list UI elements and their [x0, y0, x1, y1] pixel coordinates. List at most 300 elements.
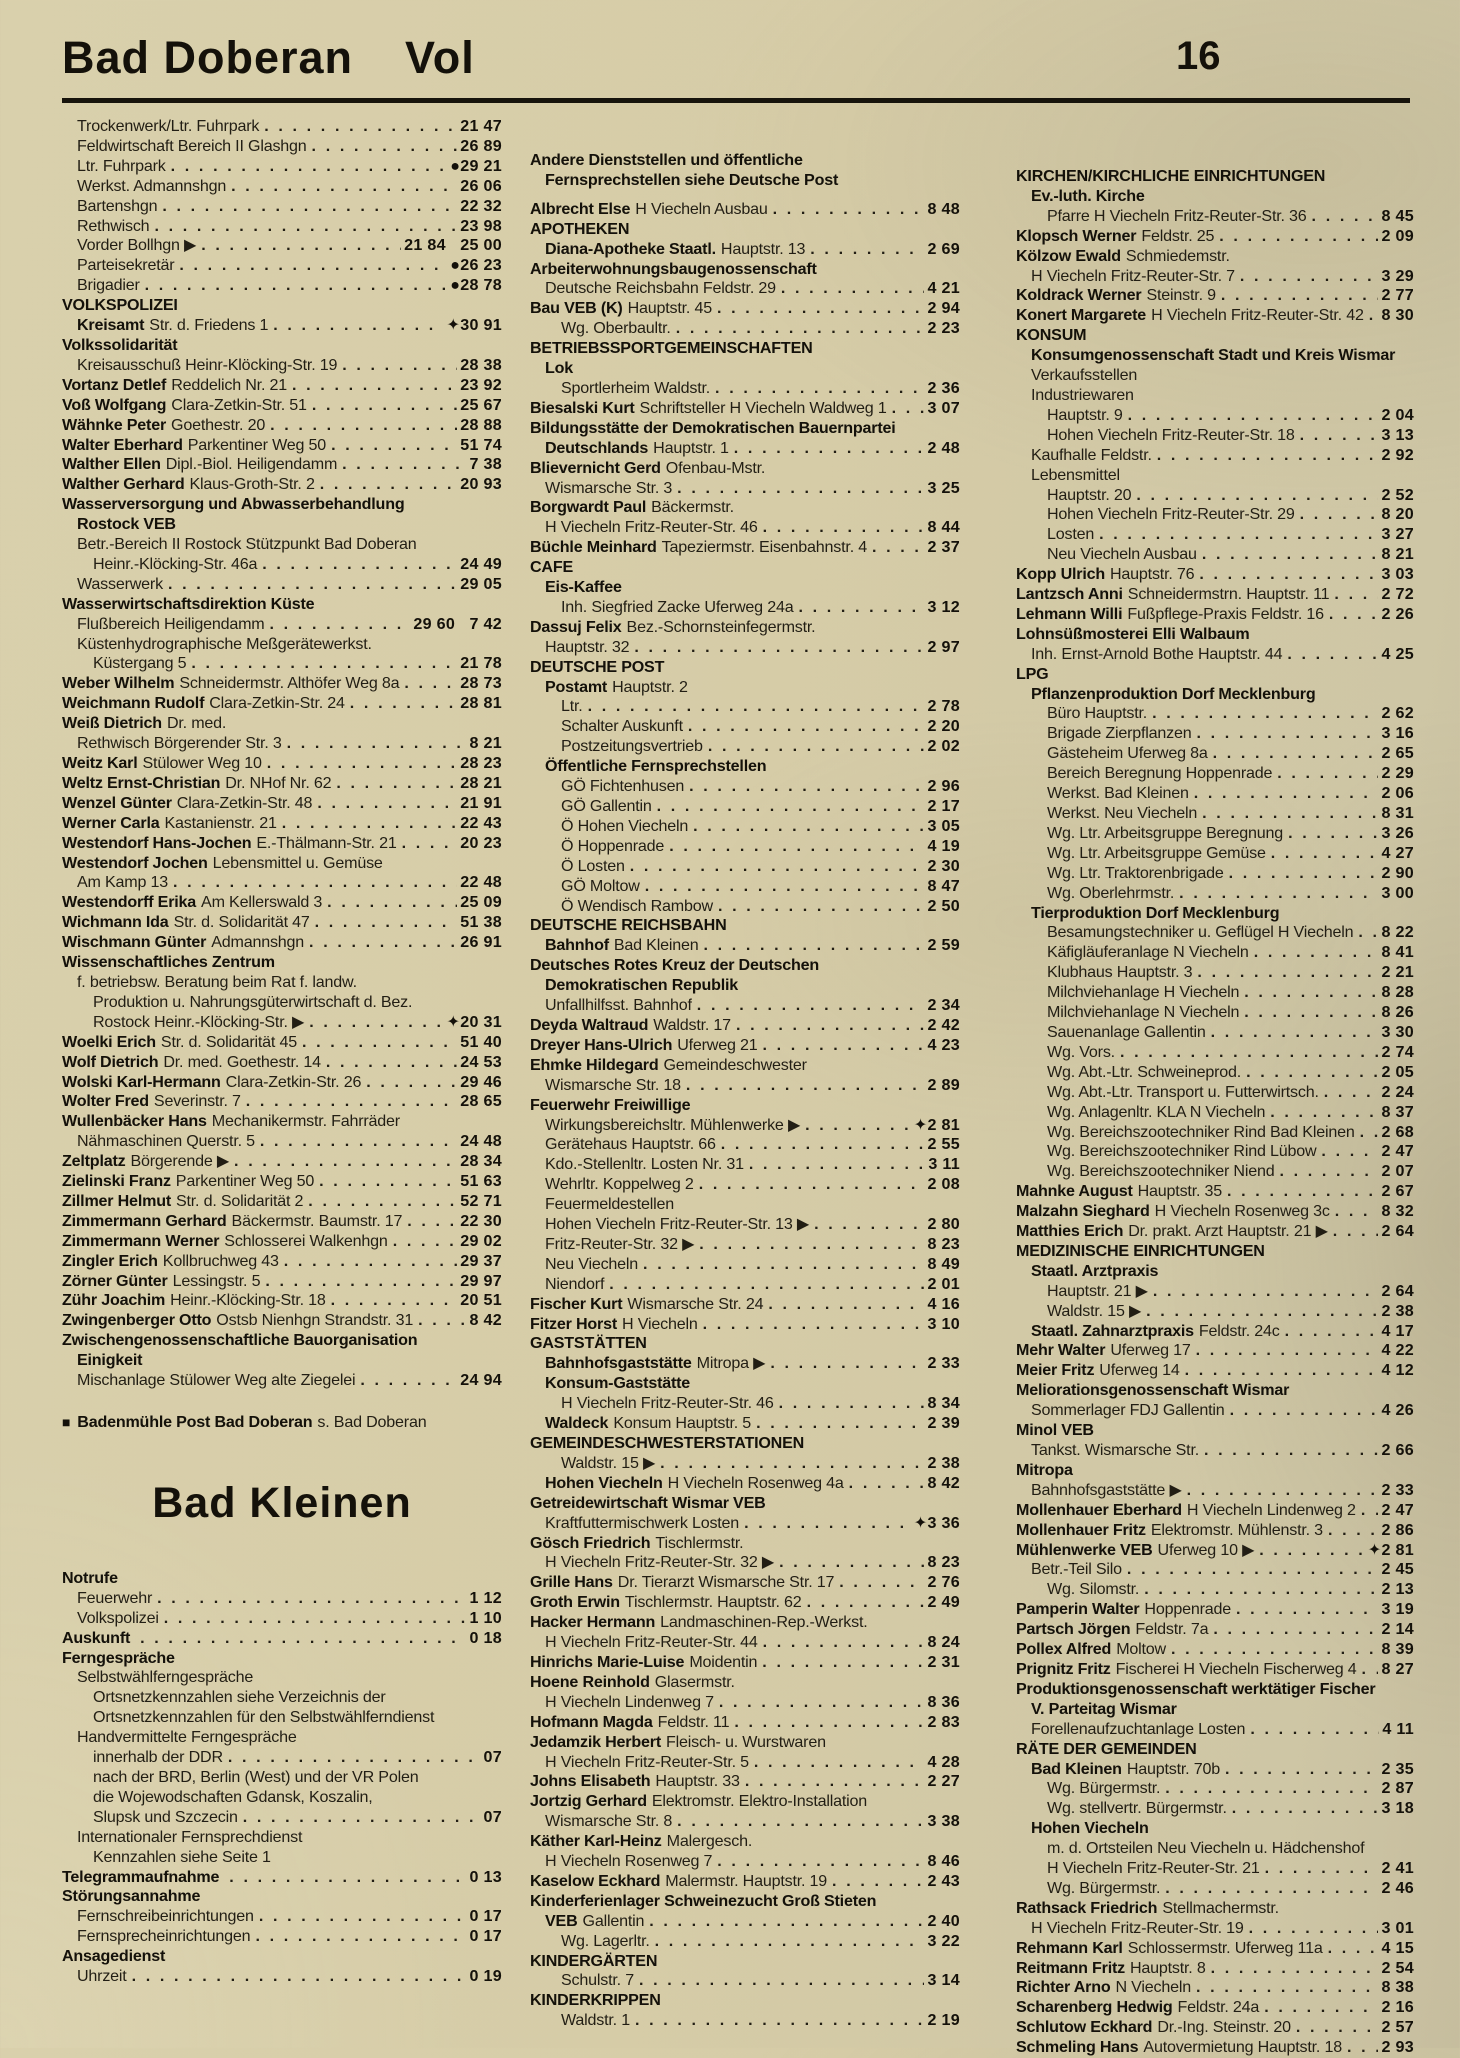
directory-entry: [1016, 227, 1414, 247]
entry-detail: H Viecheln Rosenweg 7: [545, 1852, 713, 1871]
dot-leader: [1171, 1640, 1379, 1660]
phone-number: 3 27: [1381, 525, 1414, 544]
directory-entry: [1016, 505, 1414, 525]
dot-leader: [677, 1812, 924, 1832]
directory-entry: [62, 1252, 502, 1272]
directory-entry: [530, 1374, 960, 1394]
dot-leader: [839, 1573, 924, 1593]
directory-entry: [1016, 685, 1414, 705]
dot-leader: [1244, 983, 1378, 1003]
phone-number: 2 05: [1381, 1062, 1414, 1081]
entry-detail: Hauptstr. 45: [627, 299, 712, 318]
entry-name: Albrecht Else: [530, 199, 631, 218]
directory-entry: [1016, 665, 1414, 685]
entry-name: Wolter Fred: [62, 1092, 149, 1111]
entry-name: Gösch Friedrich: [530, 1533, 651, 1552]
entry-detail: Wg. Bereichszootechniker Rind Lübow: [1047, 1142, 1317, 1161]
dot-leader: [609, 1275, 924, 1295]
entry-name: Biesalski Kurt: [530, 398, 635, 417]
entry-detail: Dr. prakt. Arzt Hauptstr. 21 ▶: [1128, 1222, 1328, 1241]
phone-number: 29 05: [460, 574, 502, 593]
phone-number: 3 14: [927, 1971, 960, 1990]
phone-number: 2 65: [1381, 744, 1414, 763]
entry-name: Zimmermann Werner: [62, 1231, 220, 1250]
section-title: Bad Kleinen: [152, 1478, 412, 1527]
entry-name: Westendorff Erika: [62, 893, 197, 912]
entry-name: Getreidewirtschaft Wismar VEB: [530, 1493, 766, 1512]
dot-leader: [228, 1748, 481, 1768]
dot-leader: [243, 1808, 481, 1828]
directory-entry: [530, 558, 960, 578]
dot-leader: [1219, 227, 1378, 247]
directory-entry: [62, 1927, 502, 1947]
phone-number: 2 21: [1381, 963, 1414, 982]
directory-entry: [1016, 1839, 1414, 1859]
directory-entry: [62, 1649, 502, 1669]
directory-entry: [530, 1474, 960, 1494]
phone-number: 0 19: [469, 1967, 502, 1986]
phone-number: 26 91: [460, 933, 502, 952]
phone-number: 8 45: [1381, 206, 1414, 225]
directory-entry: [1016, 1222, 1414, 1242]
entry-detail: H Viecheln Lindenweg 2: [1186, 1500, 1356, 1519]
dot-leader: [1360, 1123, 1379, 1143]
phone-number: 24 53: [460, 1052, 502, 1071]
entry-detail: Feldstr. 24c: [1198, 1321, 1280, 1340]
entry-detail: Bartenshgn: [77, 196, 158, 215]
directory-entry: [530, 1753, 960, 1773]
entry-detail: Bereich Beregnung Hoppenrade: [1047, 764, 1273, 783]
entry-detail: Ö Hohen Viecheln: [561, 816, 689, 835]
phone-number: 28 88: [460, 415, 502, 434]
dot-leader: [779, 1394, 925, 1414]
entry-detail: Unfallhilfsst. Bahnhof: [545, 996, 692, 1015]
entry-detail: Clara-Zetkin-Str. 26: [225, 1072, 362, 1091]
directory-entry: [1016, 824, 1414, 844]
phone-number: 2 55: [927, 1135, 960, 1154]
dot-leader: [814, 1215, 924, 1235]
entry-detail: Admannshgn: [211, 933, 305, 952]
entry-detail: Gästeheim Uferweg 8a: [1047, 744, 1208, 763]
directory-entry: [62, 1947, 502, 1967]
dot-leader: [270, 416, 457, 436]
entry-detail: Büro Hauptstr.: [1047, 704, 1148, 723]
entry-detail: Ö Hoppenrade: [561, 836, 665, 855]
dot-leader: [807, 1593, 925, 1613]
dot-leader: [1221, 286, 1379, 306]
entry-name: Kreisamt: [77, 316, 145, 335]
entry-detail: Uhrzeit: [77, 1967, 127, 1986]
phone-number: 24 49: [460, 554, 502, 573]
directory-entry: [530, 419, 960, 439]
directory-entry: [1016, 1998, 1414, 2018]
directory-entry: [1016, 1063, 1414, 1083]
directory-entry: [1016, 525, 1414, 545]
phone-number: 2 40: [927, 1911, 960, 1930]
directory-entry: [530, 578, 960, 598]
entry-name: Matthies Erich: [1016, 1222, 1124, 1241]
phone-number: 2 38: [1381, 1301, 1414, 1320]
page-title-volume: Vol: [405, 32, 475, 83]
phone-number: 52 71: [460, 1191, 502, 1210]
entry-name: Bad Kleinen: [1031, 1759, 1122, 1778]
dot-leader: [1211, 1023, 1379, 1043]
entry-detail: Hauptstr. 70b: [1126, 1759, 1220, 1778]
entry-name: Walther Gerhard: [62, 475, 185, 494]
dot-leader: [179, 256, 447, 276]
entry-name: APOTHEKEN: [530, 219, 630, 238]
dot-leader: [872, 538, 924, 558]
entry-name: Volkssolidarität: [62, 335, 178, 354]
directory-entry: [62, 1351, 502, 1371]
phone-number: 2 92: [1381, 445, 1414, 464]
entry-detail: Klubhaus Hauptstr. 3: [1047, 963, 1193, 982]
entry-detail: H Viecheln Rosenweg 3c: [1154, 1202, 1330, 1221]
entry-detail: Schmiedemstr.: [1125, 246, 1230, 265]
entry-detail: Fritz-Reuter-Str. 32 ▶: [545, 1234, 695, 1253]
entry-detail: Rethwisch Börgerender Str. 3: [77, 734, 282, 753]
directory-entry: [530, 1792, 960, 1812]
directory-entry: [62, 694, 502, 714]
entry-name: KONSUM: [1016, 326, 1087, 345]
dot-leader: [1187, 1481, 1379, 1501]
phone-number: 22 48: [460, 873, 502, 892]
phone-number: 8 41: [1381, 943, 1414, 962]
directory-entry: [62, 515, 502, 535]
entry-detail: Wismarsche Str. 3: [545, 478, 673, 497]
entry-name: Jortzig Gerhard: [530, 1792, 647, 1811]
dot-leader: [810, 240, 924, 260]
phone-number: 2 34: [927, 996, 960, 1015]
directory-entry: [1016, 366, 1414, 386]
entry-detail: Betr.-Bereich II Rostock Stützpunkt Bad Doberan: [77, 535, 417, 554]
entry-detail: Küstergang 5: [93, 654, 187, 673]
directory-entry: [1016, 864, 1414, 884]
entry-name: Hoene Reinhold: [530, 1672, 650, 1691]
entry-detail: GÖ Moltow: [561, 876, 640, 895]
directory-entry: [1016, 1341, 1414, 1361]
directory-entry: [62, 1768, 502, 1788]
dot-leader: [350, 694, 457, 714]
dot-leader: [1285, 1322, 1379, 1342]
directory-entry: [1016, 1023, 1414, 1043]
directory-entry: [62, 455, 502, 475]
entry-detail: innerhalb der DDR: [93, 1748, 223, 1767]
directory-entry: [62, 794, 502, 814]
phone-number: 2 39: [927, 1414, 960, 1433]
directory-entry: [530, 777, 960, 797]
dot-leader: [1277, 764, 1378, 784]
entry-name: Grille Hans: [530, 1573, 613, 1592]
entry-name: Waldeck: [545, 1414, 609, 1433]
phone-number: 4 11: [1382, 1719, 1414, 1738]
directory-entry: [62, 416, 502, 436]
directory-entry: [1016, 1978, 1414, 1998]
directory-entry: [1016, 1560, 1414, 1580]
dot-leader: [1157, 446, 1379, 466]
phone-number: 2 46: [1381, 1878, 1414, 1897]
directory-entry: [62, 1868, 502, 1888]
entry-name: Wolf Dietrich: [62, 1052, 159, 1071]
dot-leader: [336, 774, 457, 794]
directory-entry: [1016, 1282, 1414, 1302]
dot-leader: [734, 439, 925, 459]
phone-number: 2 64: [1381, 1281, 1414, 1300]
entry-detail: Brigade Zierpflanzen: [1047, 724, 1192, 743]
phone-number: 2 72: [1381, 585, 1414, 604]
directory-entry: [62, 475, 502, 495]
directory-entry: [62, 1748, 502, 1768]
directory-entry: [530, 151, 960, 171]
dot-leader: [736, 1016, 925, 1036]
phone-number: 28 81: [460, 694, 502, 713]
entry-detail: Parkentiner Weg 50: [175, 1172, 315, 1191]
entry-detail: Wg. Ltr. Arbeitsgruppe Gemüse: [1047, 843, 1266, 862]
entry-detail: Trockenwerk/Ltr. Fuhrpark: [77, 117, 260, 135]
entry-detail: Schulstr. 7: [561, 1971, 634, 1990]
entry-detail: Pfarre H Viecheln Fritz-Reuter-Str. 36: [1047, 206, 1307, 225]
phone-number: 2 94: [927, 299, 960, 318]
entry-name: Rehmann Karl: [1016, 1938, 1123, 1957]
phone-number: 8 49: [927, 1254, 960, 1273]
dot-leader: [342, 455, 466, 475]
dot-leader: [404, 674, 457, 694]
directory-entry: [530, 1255, 960, 1275]
phone-number: 2 96: [927, 777, 960, 796]
entry-detail: Schneidermstrn. Hauptstr. 11: [1127, 585, 1330, 604]
directory-entry: [62, 953, 502, 973]
directory-entry: [1016, 346, 1414, 366]
phone-number: 2 97: [927, 637, 960, 656]
entry-name: KIRCHEN/KIRCHLICHE EINRICHTUNGEN: [1016, 167, 1326, 185]
dot-leader: [1144, 1580, 1378, 1600]
phone-number: 26 06: [460, 176, 502, 195]
entry-detail: Dr.-Ing. Steinstr. 20: [1157, 2018, 1291, 2037]
entry-detail: Hauptstr. 35: [1137, 1182, 1223, 1201]
dot-leader: [762, 1653, 924, 1673]
phone-number: 3 07: [927, 398, 960, 417]
directory-entry: [62, 1728, 502, 1748]
dot-leader: [763, 1633, 925, 1653]
directory-entry: [62, 1828, 502, 1848]
dot-leader: [140, 1629, 466, 1649]
entry-detail: Neu Viecheln: [545, 1254, 639, 1273]
dot-leader: [270, 615, 411, 635]
entry-detail: Hauptstr. 9: [1047, 405, 1123, 424]
directory-entry: [1016, 286, 1414, 306]
directory-entry: [530, 1872, 960, 1892]
entry-detail: Wg. Abt.-Ltr. Schweineprod.: [1047, 1062, 1242, 1081]
phone-number: 8 46: [927, 1852, 960, 1871]
entry-detail: Wg. Oberbaultr.: [561, 319, 671, 338]
entry-name: Arbeiterwohnungsbaugenossenschaft: [530, 259, 817, 278]
entry-detail: Ostsb Nienhgn Strandstr. 31: [216, 1311, 414, 1330]
entry-name: Hofmann Magda: [530, 1712, 653, 1731]
dot-leader: [1213, 744, 1379, 764]
phone-number: 8 31: [1381, 804, 1414, 822]
entry-name: MEDIZINISCHE EINRICHTUNGEN: [1016, 1241, 1265, 1260]
phone-number: 3 18: [1381, 1799, 1414, 1818]
directory-entry: [530, 538, 960, 558]
phone-number: 3 05: [927, 816, 960, 835]
dot-leader: [164, 1609, 467, 1629]
directory-entry: [530, 1315, 960, 1335]
phone-number: 51 38: [460, 913, 502, 932]
entry-detail: Postzeitungsvertrieb: [561, 737, 703, 756]
entry-name: Klopsch Werner: [1016, 226, 1137, 245]
entry-detail: Ortsnetzkennzahlen siehe Verzeichnis der: [93, 1688, 386, 1707]
entry-name: Zörner Günter: [62, 1271, 168, 1290]
entry-name: Büchle Meinhard: [530, 538, 657, 557]
directory-entry: [62, 1331, 502, 1351]
directory-entry: [530, 1235, 960, 1255]
phone-number: 3 13: [1381, 425, 1414, 444]
entry-detail: Losten: [1047, 525, 1095, 544]
entry-name: Walter Eberhard: [62, 435, 183, 454]
dot-leader: [317, 794, 457, 814]
phone-number: 3 11: [928, 1155, 960, 1174]
phone-number: 2 17: [927, 797, 960, 815]
dot-leader: [1361, 1501, 1379, 1521]
entry-detail: Hoppenrade: [1144, 1600, 1231, 1619]
entry-name: Lohnsüßmosterei Elli Walbaum: [1016, 624, 1250, 643]
dot-leader: [302, 1033, 457, 1053]
entry-name: Weber Wilhelm: [62, 674, 175, 693]
entry-detail: Lessingstr. 5: [172, 1271, 261, 1290]
spacer: [62, 1535, 502, 1569]
directory-entry: [62, 336, 502, 356]
entry-detail: Landmaschinen-Rep.-Werkst.: [660, 1613, 868, 1632]
phone-number: 28 34: [460, 1152, 502, 1171]
entry-name: Demokratischen Republik: [545, 976, 739, 995]
directory-entry: [1016, 645, 1414, 665]
directory-entry: [1016, 2018, 1414, 2038]
dot-leader: [779, 1553, 924, 1573]
entry-detail: Brigadier: [77, 276, 140, 295]
phone-number: 07: [483, 1748, 502, 1767]
entry-name: LPG: [1016, 664, 1049, 683]
phone-number: 2 54: [1381, 1958, 1414, 1977]
directory-entry: [530, 479, 960, 499]
entry-name: Zillmer Helmut: [62, 1191, 171, 1210]
entry-name: Zielinski Franz: [62, 1172, 171, 1191]
entry-detail: Schneidermstr. Althöfer Weg 8a: [179, 674, 400, 693]
entry-name: Malzahn Sieghard: [1016, 1202, 1150, 1221]
entry-detail: Tankst. Wismarsche Str.: [1031, 1441, 1199, 1459]
entry-name: KINDERGÄRTEN: [530, 1951, 658, 1970]
phone-number: 2 43: [927, 1871, 960, 1890]
entry-name: Pamperin Walter: [1016, 1600, 1140, 1619]
dot-leader: [756, 1414, 924, 1434]
entry-name: Koldrack Werner: [1016, 286, 1142, 305]
entry-name: Dreyer Hans-Ulrich: [530, 1035, 673, 1054]
directory-entry: [62, 913, 502, 933]
phone-number: 2 35: [1381, 1759, 1414, 1778]
dot-leader: [320, 475, 458, 495]
entry-detail: Moltow: [1116, 1640, 1166, 1659]
phone-number: 1 10: [469, 1608, 502, 1627]
entry-detail: Käfigläuferanlage N Viecheln: [1047, 943, 1249, 962]
entry-detail: Ltr. Fuhrpark: [77, 156, 166, 175]
entry-detail: Schlosserei Walkenhgn: [224, 1231, 388, 1250]
dot-leader: [234, 1152, 457, 1172]
directory-entry: [1016, 1481, 1414, 1501]
directory-entry: [1016, 326, 1414, 346]
entry-detail: Ö Losten: [561, 856, 625, 875]
directory-entry: [1016, 744, 1414, 764]
entry-name: Wähnke Peter: [62, 415, 167, 434]
directory-entry: [62, 1272, 502, 1292]
dot-leader: [708, 737, 925, 757]
phone-number: ✦3 36: [913, 1513, 960, 1532]
dot-leader: [763, 518, 925, 538]
phone-number: 28 73: [460, 674, 502, 693]
entry-detail: Kastanienstr. 21: [164, 813, 277, 832]
entry-detail: Wg. Anlagenltr. KLA N Viecheln: [1047, 1102, 1266, 1121]
entry-detail: Konsum Hauptstr. 5: [613, 1414, 752, 1433]
phone-number: 0 18: [469, 1628, 502, 1647]
entry-name: Rathsack Friedrich: [1016, 1898, 1158, 1917]
phone-number: 4 19: [927, 836, 960, 855]
entry-detail: s. Bad Doberan: [317, 1413, 427, 1431]
directory-entry: [530, 1195, 960, 1215]
dot-leader: [331, 1291, 458, 1311]
entry-name: Konert Margarete: [1016, 306, 1147, 325]
directory-entry: [530, 1155, 960, 1175]
dot-leader: [1225, 1760, 1379, 1780]
entry-detail: Waldstr. 15 ▶: [561, 1453, 656, 1472]
entry-detail: Wismarsche Str. 8: [545, 1812, 673, 1831]
entry-name: Lok: [545, 359, 574, 378]
phone-number: 3 10: [927, 1314, 960, 1333]
phone-number: 23 92: [460, 375, 502, 394]
directory-entry: [530, 1016, 960, 1036]
entry-detail: Dr. med.: [166, 714, 227, 733]
phone-number: 2 33: [927, 1354, 960, 1373]
entry-name: Hohen Viecheln: [1031, 1819, 1149, 1838]
entry-name: Blievernicht Gerd: [530, 458, 661, 477]
directory-entry: [62, 1688, 502, 1708]
entry-name: Auskunft: [62, 1628, 131, 1647]
phone-number: 2 76: [927, 1573, 960, 1592]
directory-entry: [1016, 1541, 1414, 1561]
phone-number: 2 66: [1381, 1441, 1414, 1459]
entry-detail: Wasserwerk: [77, 574, 163, 593]
phone-number: 8 28: [1381, 983, 1414, 1002]
entry-detail: Heinr.-Klöcking-Str. 18: [170, 1291, 326, 1310]
directory-entry: [530, 1275, 960, 1295]
phone-number: 8 21: [469, 734, 502, 753]
directory-entry: [1016, 386, 1414, 406]
entry-detail: Vorder Bollhgn ▶: [77, 236, 197, 255]
directory-entry: [1016, 1322, 1414, 1342]
entry-detail: Flußbereich Heiligendamm: [77, 614, 265, 633]
entry-name: Diana-Apotheke Staatl.: [545, 239, 716, 258]
phone-number: 29 02: [460, 1231, 502, 1250]
entry-name: Hacker Hermann: [530, 1613, 656, 1632]
phone-number: 2 42: [927, 1015, 960, 1034]
directory-entry: [62, 1073, 502, 1093]
phone-number: 8 37: [1381, 1102, 1414, 1121]
dot-leader: [292, 376, 457, 396]
phone-number: 2 52: [1381, 485, 1414, 504]
directory-entry: [530, 897, 960, 917]
entry-detail: Volkspolizei: [77, 1608, 159, 1627]
directory-entry: [530, 717, 960, 737]
entry-detail: Dr. Tierarzt Wismarsche Str. 17: [617, 1573, 835, 1592]
phone-number: 2 74: [1381, 1042, 1414, 1061]
directory-entry: [530, 817, 960, 837]
